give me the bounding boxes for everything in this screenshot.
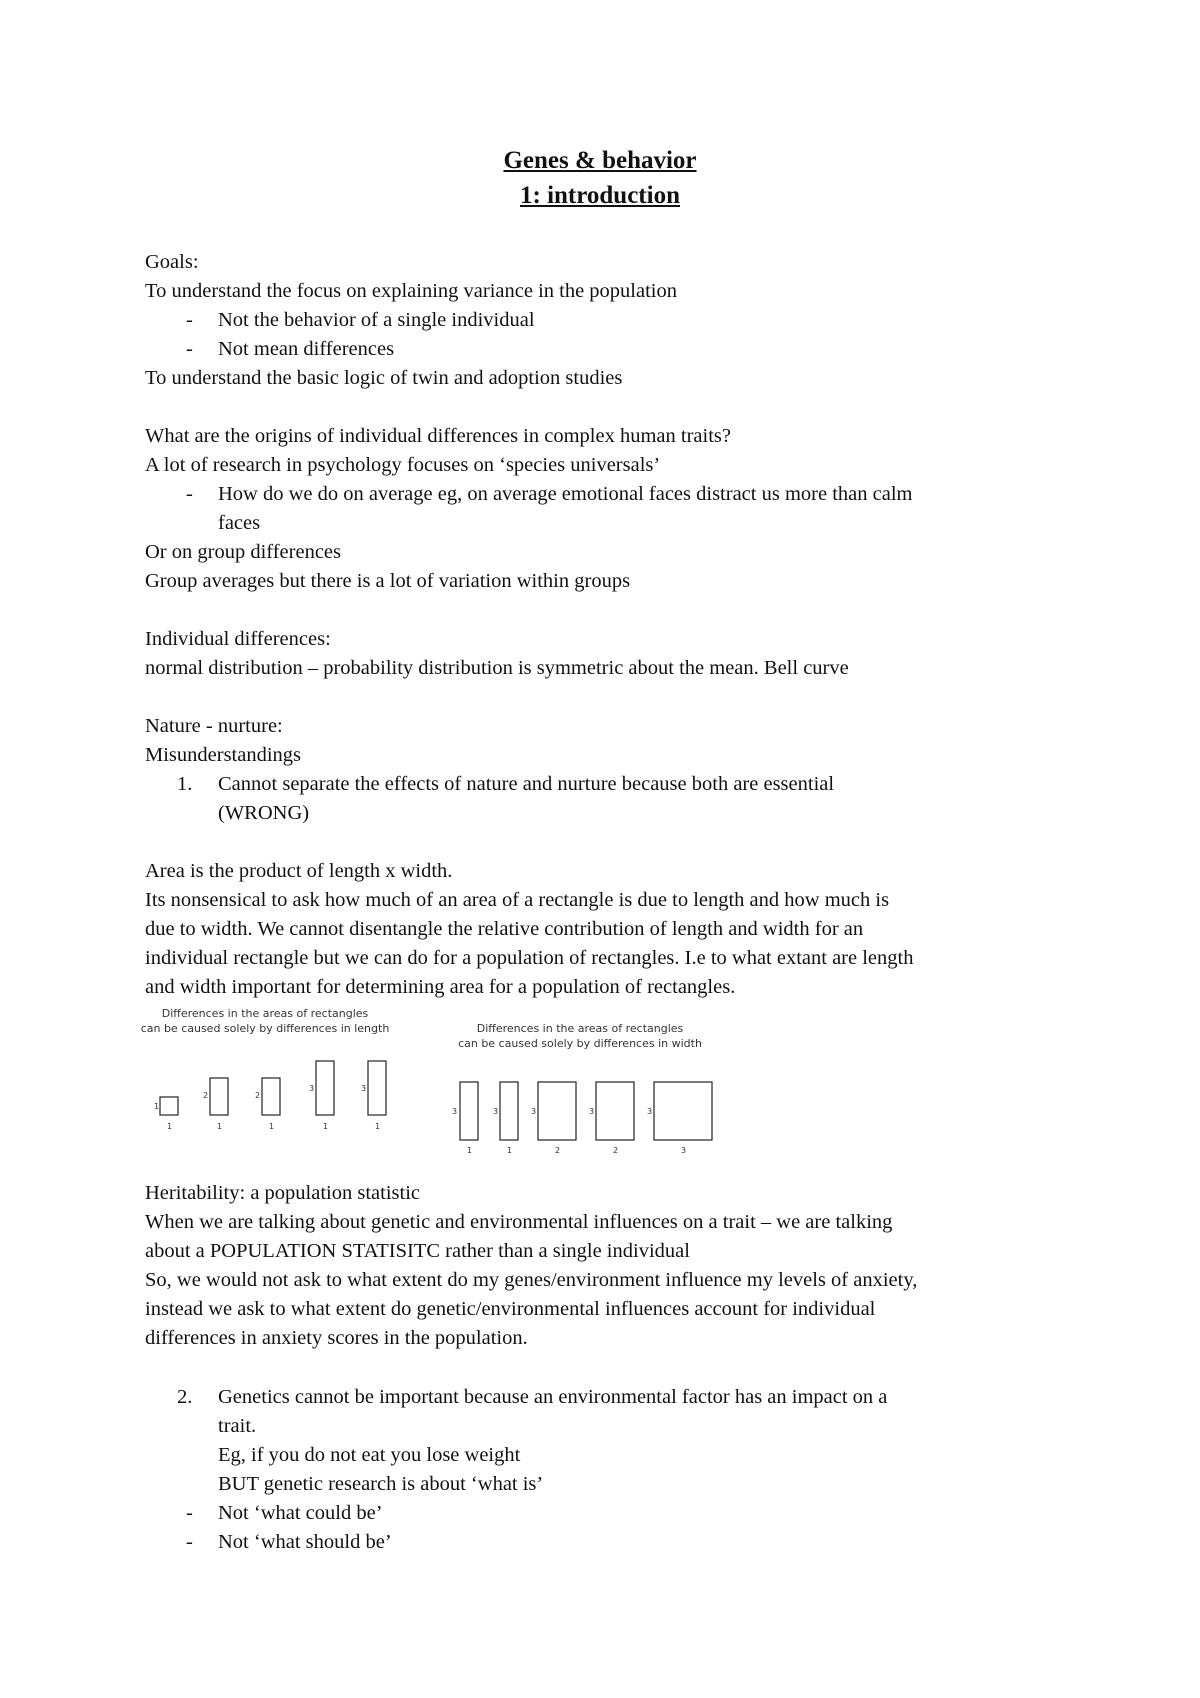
heritability-heading: Heritability: a population statistic bbox=[145, 1182, 420, 1204]
right-rect-4 bbox=[596, 1082, 634, 1140]
right-rect-5-width: 3 bbox=[681, 1146, 687, 1155]
right-rect-4-length: 3 bbox=[589, 1107, 595, 1116]
document-title: Genes & behavior bbox=[503, 147, 697, 174]
goals-heading: Goals: bbox=[145, 251, 199, 273]
origins-group-2: Group averages but there is a lot of variation within groups bbox=[145, 570, 631, 592]
bullet-dash: - bbox=[186, 1502, 193, 1524]
heritability-line-2: about a POPULATION STATISITC rather than a single individual bbox=[145, 1240, 690, 1262]
left-rect-1-length: 1 bbox=[154, 1102, 160, 1111]
right-rect-2 bbox=[500, 1082, 518, 1140]
left-rect-1 bbox=[160, 1097, 178, 1115]
item2-bullet-1: Not ‘what could be’ bbox=[218, 1502, 383, 1524]
left-rect-3-length: 2 bbox=[255, 1091, 261, 1100]
item2-number: 2. bbox=[177, 1386, 193, 1408]
heritability-line-4: instead we ask to what extent do genetic/environmental influences account for individual bbox=[145, 1298, 876, 1320]
heritability-line-5: differences in anxiety scores in the population. bbox=[145, 1327, 528, 1349]
origins-question: What are the origins of individual differences in complex human traits? bbox=[145, 425, 731, 447]
area-line-3: due to width. We cannot disentangle the relative contribution of length and width for an bbox=[145, 918, 864, 940]
nature-item-line-1: Cannot separate the effects of nature and nurture because both are essential bbox=[218, 773, 835, 795]
bullet-dash: - bbox=[186, 309, 193, 331]
bullet-dash: - bbox=[186, 338, 193, 360]
right-rect-3 bbox=[538, 1082, 576, 1140]
nature-heading: Nature - nurture: bbox=[145, 715, 283, 737]
nature-sub: Misunderstandings bbox=[145, 744, 302, 766]
left-rect-5-length: 3 bbox=[361, 1084, 367, 1093]
item2-line-4: BUT genetic research is about ‘what is’ bbox=[218, 1473, 544, 1495]
right-rect-1-width: 1 bbox=[467, 1146, 473, 1155]
right-rect-5-length: 3 bbox=[647, 1107, 653, 1116]
individual-text: normal distribution – probability distribution is symmetric about the mean. Bell curve bbox=[145, 657, 849, 679]
right-rect-3-length: 3 bbox=[531, 1107, 537, 1116]
right-rect-3-width: 2 bbox=[555, 1146, 561, 1155]
item2-line-1: Genetics cannot be important because an environmental factor has an impact on a bbox=[218, 1386, 888, 1408]
left-rect-2 bbox=[210, 1078, 228, 1115]
rectangles-figure-width bbox=[440, 1015, 740, 1155]
area-line-1: Area is the product of length x width. bbox=[145, 860, 453, 882]
left-rect-4 bbox=[316, 1061, 334, 1115]
right-rect-5 bbox=[654, 1082, 712, 1140]
nature-item-line-2: (WRONG) bbox=[218, 802, 310, 824]
area-line-2: Its nonsensical to ask how much of an area of a rectangle is due to length and how much is bbox=[145, 889, 890, 911]
right-rect-2-length: 3 bbox=[493, 1107, 499, 1116]
goals-line-2: To understand the basic logic of twin and adoption studies bbox=[145, 367, 623, 389]
left-rect-4-length: 3 bbox=[309, 1084, 315, 1093]
right-caption-1: Differences in the areas of rectangles bbox=[476, 1022, 684, 1035]
left-rect-5 bbox=[368, 1061, 386, 1115]
bullet-dash: - bbox=[186, 1531, 193, 1553]
origins-research: A lot of research in psychology focuses on ‘species universals’ bbox=[145, 454, 661, 476]
left-rect-3 bbox=[262, 1078, 280, 1115]
bullet-dash: - bbox=[186, 483, 193, 505]
item2-line-2: trait. bbox=[218, 1415, 257, 1437]
origins-bullet-line-2: faces bbox=[218, 512, 261, 534]
goals-bullet-2: Not mean differences bbox=[218, 338, 395, 360]
left-rect-5-width: 1 bbox=[375, 1122, 381, 1131]
right-rect-2-width: 1 bbox=[507, 1146, 513, 1155]
left-rect-2-width: 1 bbox=[217, 1122, 223, 1131]
individual-heading: Individual differences: bbox=[145, 628, 331, 650]
item2-line-3: Eg, if you do not eat you lose weight bbox=[218, 1444, 521, 1466]
left-rect-3-width: 1 bbox=[269, 1122, 275, 1131]
right-rect-4-width: 2 bbox=[613, 1146, 619, 1155]
document-subtitle: 1: introduction bbox=[520, 182, 680, 209]
goals-bullet-1: Not the behavior of a single individual bbox=[218, 309, 535, 331]
right-caption-2: can be caused solely by differences in width bbox=[458, 1037, 702, 1050]
right-rect-1-length: 3 bbox=[452, 1107, 458, 1116]
item2-bullet-2: Not ‘what should be’ bbox=[218, 1531, 392, 1553]
left-rect-4-width: 1 bbox=[323, 1122, 329, 1131]
origins-group: Or on group differences bbox=[145, 541, 342, 563]
heritability-line-1: When we are talking about genetic and environmental influences on a trait – we are talking bbox=[145, 1211, 893, 1233]
area-line-5: and width important for determining area for a population of rectangles. bbox=[145, 976, 736, 998]
goals-line-1: To understand the focus on explaining variance in the population bbox=[145, 280, 677, 302]
heritability-line-3: So, we would not ask to what extent do my genes/environment influence my levels of anxiety, bbox=[145, 1269, 918, 1291]
left-caption-1: Differences in the areas of rectangles bbox=[161, 1007, 369, 1020]
left-rect-2-length: 2 bbox=[203, 1091, 209, 1100]
left-caption-2: can be caused solely by differences in length bbox=[140, 1022, 390, 1035]
origins-bullet-line-1: How do we do on average eg, on average emotional faces distract us more than calm bbox=[218, 483, 913, 505]
right-rect-1 bbox=[460, 1082, 478, 1140]
nature-item-number: 1. bbox=[177, 773, 193, 795]
area-line-4: individual rectangle but we can do for a population of rectangles. I.e to what extant are length bbox=[145, 947, 914, 969]
left-rect-1-width: 1 bbox=[167, 1122, 173, 1131]
